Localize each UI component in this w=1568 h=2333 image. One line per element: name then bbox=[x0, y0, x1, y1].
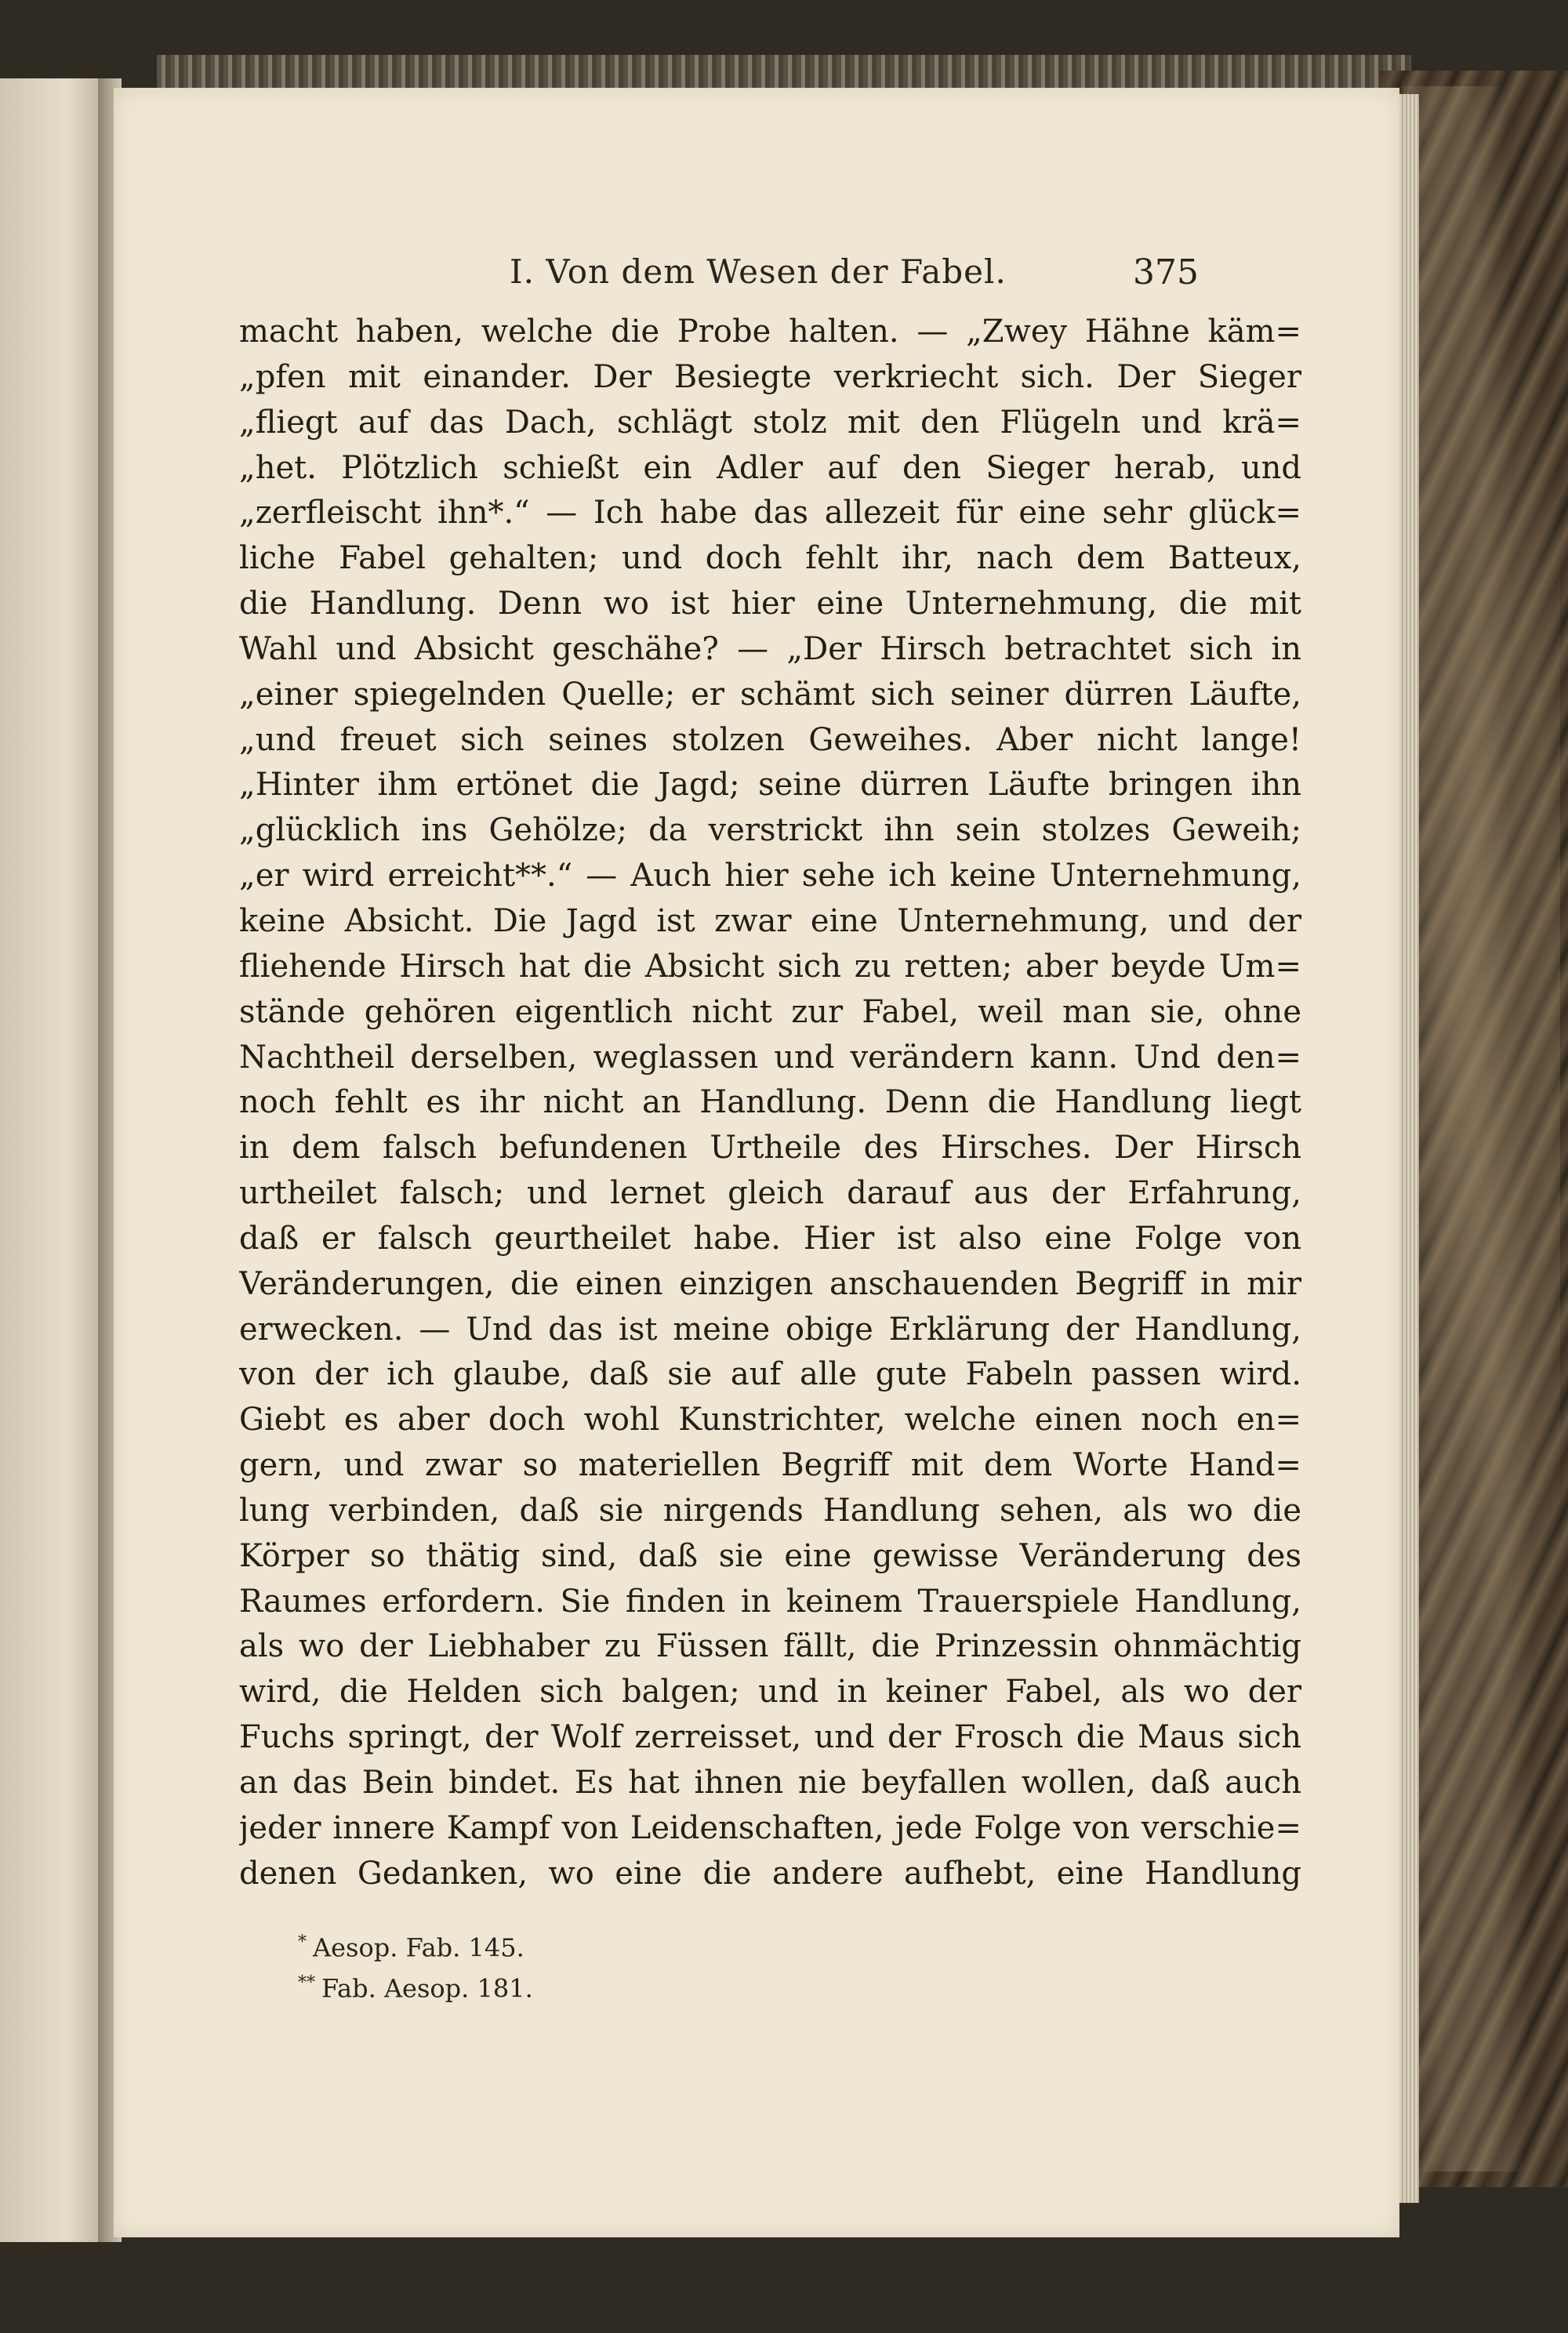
text-line: fliehende Hirsch hat die Absicht sich zu retten; aber beyde Um= bbox=[239, 948, 1301, 985]
footnote-text: Fab. Aesop. 181. bbox=[321, 1973, 533, 2004]
text-line: macht haben, welche die Probe halten. — „Zwey Hähne käm= bbox=[239, 314, 1301, 350]
text-line: „zerfleischt ihn*.“ — Ich habe das allezeit für eine sehr glück= bbox=[239, 495, 1301, 532]
page-number: 375 bbox=[1133, 252, 1199, 292]
text-line: noch fehlt es ihr nicht an Handlung. Denn die Handlung liegt bbox=[239, 1084, 1301, 1121]
marbled-endpaper-pattern bbox=[1403, 86, 1560, 2172]
page-header bbox=[114, 252, 1399, 299]
footnote-text: Aesop. Fab. 145. bbox=[313, 1932, 524, 1963]
text-line: Veränderungen, die einen einzigen anschauenden Begriff in mir bbox=[239, 1265, 1301, 1302]
text-line: „pfen mit einander. Der Besiegte verkriecht sich. Der Sieger bbox=[239, 358, 1301, 395]
footnotes bbox=[298, 1922, 1004, 2004]
text-line: die Handlung. Denn wo ist hier eine Unternehmung, die mit bbox=[239, 586, 1301, 622]
text-line: keine Absicht. Die Jagd ist zwar eine Unternehmung, und der bbox=[239, 902, 1301, 939]
text-line: von der ich glaube, daß sie auf alle gute Fabeln passen wird. bbox=[239, 1356, 1301, 1393]
text-line: Fuchs springt, der Wolf zerreisset, und der Frosch die Maus sich bbox=[239, 1719, 1301, 1756]
book-page bbox=[114, 88, 1399, 2237]
text-line: „het. Plötzlich schießt ein Adler auf den Sieger herab, und bbox=[239, 449, 1301, 486]
text-line: „und freuet sich seines stolzen Geweihes. Aber nicht lange! bbox=[239, 721, 1301, 758]
text-line: denen Gedanken, wo eine die andere aufhebt, eine Handlung bbox=[239, 1855, 1301, 1892]
text-line: Raumes erfordern. Sie finden in keinem Trauerspiele Handlung, bbox=[239, 1583, 1301, 1620]
text-line: Giebt es aber doch wohl Kunstrichter, welche einen noch en= bbox=[239, 1402, 1301, 1439]
text-line: Wahl und Absicht geschähe? — „Der Hirsch betrachtet sich in bbox=[239, 630, 1301, 667]
text-line: an das Bein bindet. Es hat ihnen nie beyfallen wollen, daß auch bbox=[239, 1765, 1301, 1801]
text-line: Nachtheil derselben, weglassen und verändern kann. Und den= bbox=[239, 1039, 1301, 1076]
footnote-mark: ** bbox=[298, 1973, 315, 1993]
text-line: daß er falsch geurtheilet habe. Hier ist also eine Folge von bbox=[239, 1220, 1301, 1257]
text-line: liche Fabel gehalten; und doch fehlt ihr, nach dem Batteux, bbox=[239, 540, 1301, 577]
previous-page-edge bbox=[0, 78, 110, 2242]
text-line: „fliegt auf das Dach, schlägt stolz mit den Flügeln und krä= bbox=[239, 404, 1301, 441]
footnote bbox=[298, 1922, 1004, 1963]
text-line: „glücklich ins Gehölze; da verstrickt ihn sein stolzes Geweih; bbox=[239, 812, 1301, 849]
text-line: lung verbinden, daß sie nirgends Handlung sehen, als wo die bbox=[239, 1492, 1301, 1529]
text-line: stände gehören eigentlich nicht zur Fabel, weil man sie, ohne bbox=[239, 993, 1301, 1030]
text-line: jeder innere Kampf von Leidenschaften, jede Folge von verschie= bbox=[239, 1809, 1301, 1846]
text-line: als wo der Liebhaber zu Füssen fällt, die Prinzessin ohnmächtig bbox=[239, 1628, 1301, 1665]
text-line: urtheilet falsch; und lernet gleich darauf aus der Erfahrung, bbox=[239, 1175, 1301, 1212]
footnote bbox=[298, 1963, 1004, 2004]
text-line: Körper so thätig sind, daß sie eine gewisse Veränderung des bbox=[239, 1537, 1301, 1574]
text-line: gern, und zwar so materiellen Begriff mit dem Worte Hand= bbox=[239, 1447, 1301, 1484]
text-line: „Hinter ihm ertönet die Jagd; seine dürren Läufte bringen ihn bbox=[239, 767, 1301, 804]
text-line: erwecken. — Und das ist meine obige Erklärung der Handlung, bbox=[239, 1311, 1301, 1348]
book-spine-strip bbox=[157, 55, 1411, 90]
text-line: wird, die Helden sich balgen; und in keiner Fabel, als wo der bbox=[239, 1674, 1301, 1711]
footnote-mark: * bbox=[298, 1932, 307, 1952]
text-line: „er wird erreicht**.“ — Auch hier sehe ich keine Unternehmung, bbox=[239, 858, 1301, 894]
running-head: I. Von dem Wesen der Fabel. bbox=[510, 252, 1007, 291]
text-line: „einer spiegelnden Quelle; er schämt sich seiner dürren Läufte, bbox=[239, 676, 1301, 713]
text-line: in dem falsch befundenen Urtheile des Hirsches. Der Hirsch bbox=[239, 1130, 1301, 1166]
body-text bbox=[239, 310, 1301, 1897]
